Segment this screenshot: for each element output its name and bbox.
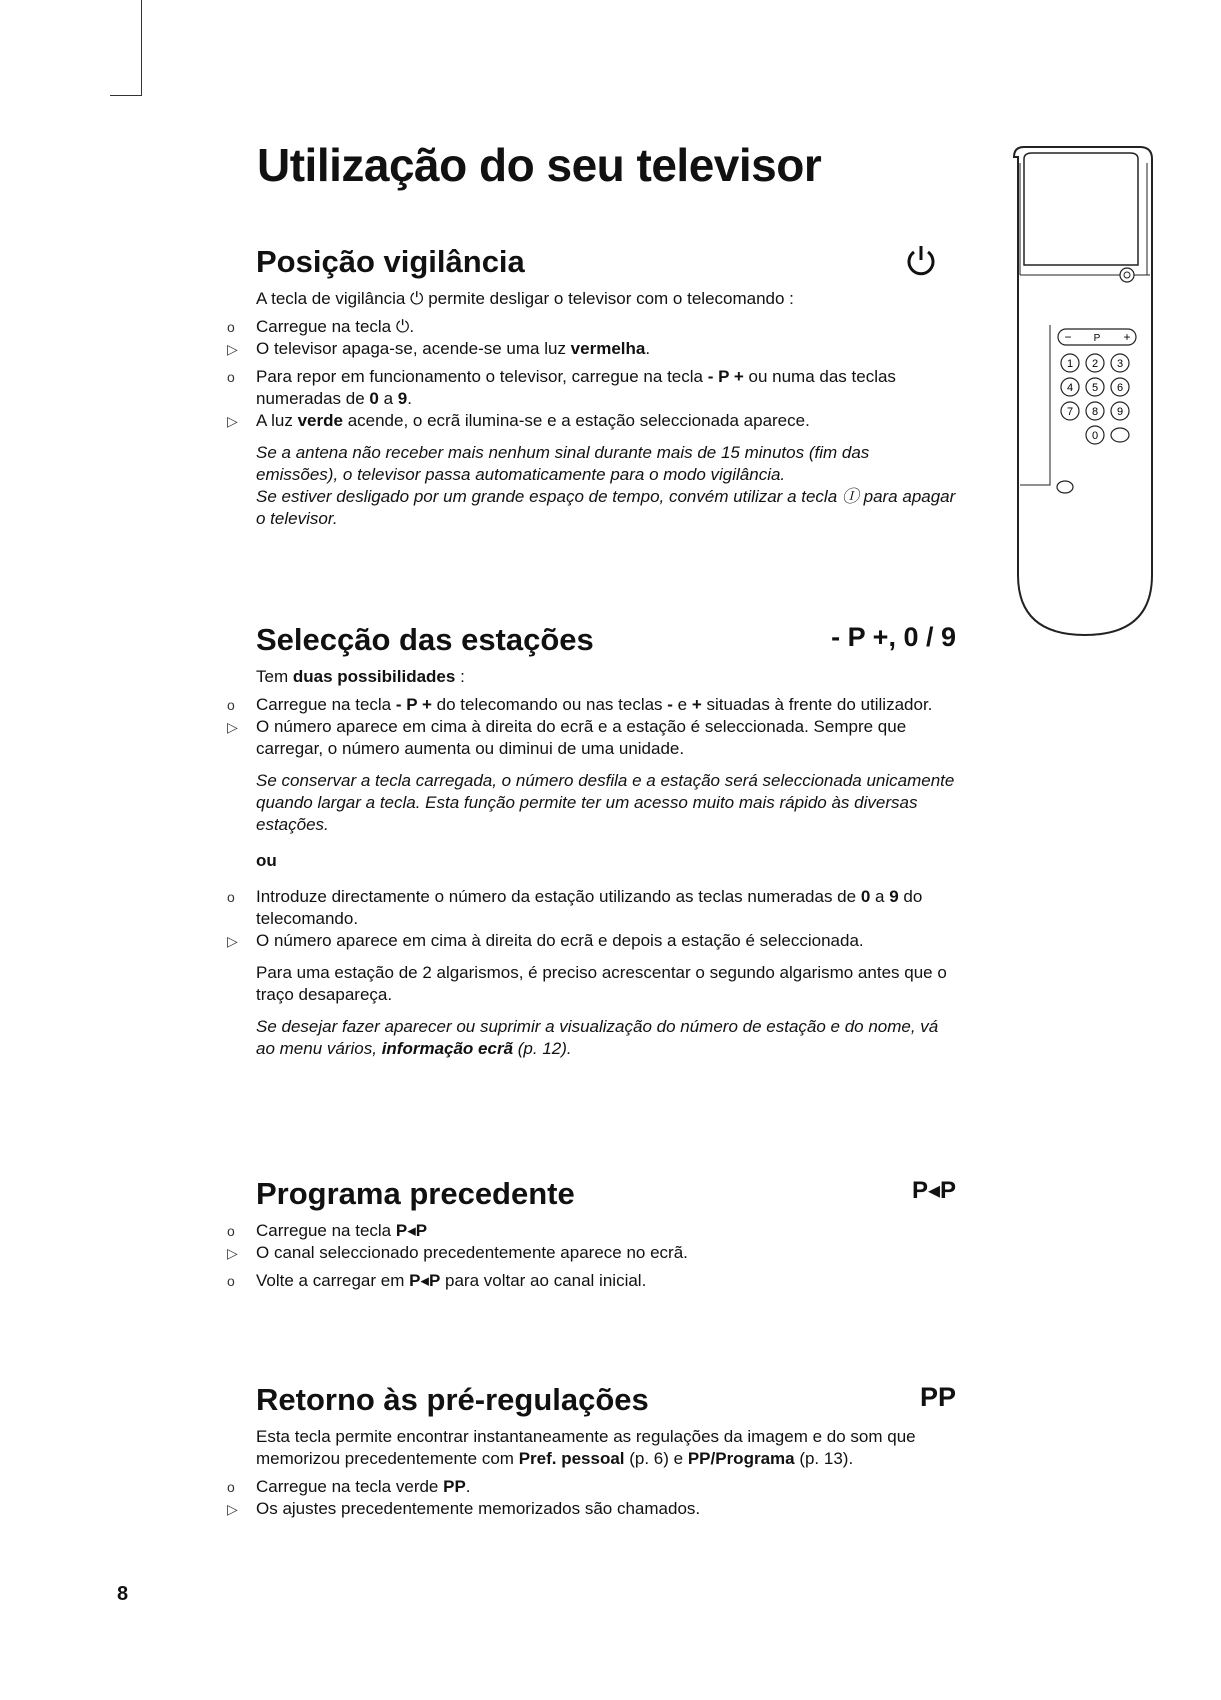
section-key: PP xyxy=(919,1382,956,1412)
or-label: ou xyxy=(256,851,277,870)
remote-digit-key xyxy=(1111,402,1129,420)
section-preset-return xyxy=(227,1382,956,1520)
svg-text:1: 1 xyxy=(1066,358,1074,370)
remote-digit-key xyxy=(1086,402,1104,420)
section-title: Selecção das estações xyxy=(256,622,594,657)
remote-digit-key xyxy=(1086,354,1104,372)
list-item: ▷ O televisor apaga-se, acende-se uma luz vermelha. xyxy=(227,339,651,358)
remote-pp-button xyxy=(1057,481,1073,493)
section-title: Posição vigilância xyxy=(256,244,525,279)
svg-text:2: 2 xyxy=(1091,358,1099,370)
list-item: o Carregue na tecla verde PP. xyxy=(227,1477,471,1496)
power-key-icon xyxy=(904,244,938,287)
section-previous-program xyxy=(227,1176,956,1292)
section-standby xyxy=(227,244,956,530)
remote-digit-key xyxy=(1061,402,1079,420)
section-channel-selection xyxy=(227,622,956,1060)
section-intro: Tem duas possibilidades : xyxy=(256,667,465,686)
remote-digit-key xyxy=(1086,426,1104,444)
list-item: o Introduze directamente o número da estação utilizando as teclas numeradas de 0 a 9 do telecomando. xyxy=(227,887,923,928)
section-key: - P +, 0 / 9 xyxy=(831,622,956,652)
power-icon: ⏻ xyxy=(395,317,410,336)
section-intro: Esta tecla permite encontrar instantaneamente as regulações da imagem e do som que memorizou precedentemente com Pref. pessoal (p. 6) e PP/Programa (p. 13). xyxy=(256,1427,916,1468)
remote-digit-key xyxy=(1111,354,1129,372)
remote-program-rocker xyxy=(1058,329,1136,345)
section-title: Programa precedente xyxy=(256,1176,575,1211)
page-title: Utilização do seu televisor xyxy=(257,139,822,191)
list-item: o Volte a carregar em P◂P para voltar ao canal inicial. xyxy=(227,1271,647,1290)
section-intro: A tecla de vigilância ⏻ permite desligar o televisor com o telecomando : xyxy=(256,289,794,308)
svg-text:8: 8 xyxy=(1091,406,1099,418)
svg-text:4: 4 xyxy=(1066,382,1074,394)
svg-text:6: 6 xyxy=(1116,382,1124,394)
svg-text:7: 7 xyxy=(1066,406,1074,418)
note: Se a antena não receber mais nenhum sinal durante mais de 15 minutos (fim das emissões), o televisor passa automaticamente para o modo vigilância. Se estiver desligado por um grande espaço de tempo, convém utilizar a tecla Ⓘ para apagar o televisor. xyxy=(256,443,956,528)
list-item: ▷ A luz verde acende, o ecrã ilumina-se e a estação seleccionada aparece. xyxy=(227,411,810,430)
svg-text:P: P xyxy=(1093,333,1101,344)
remote-digit-key xyxy=(1086,378,1104,396)
svg-text:0: 0 xyxy=(1091,430,1099,442)
list-item: ▷ O número aparece em cima à direita do ecrã e depois a estação é seleccionada. xyxy=(227,931,864,950)
crop-mark xyxy=(141,0,142,96)
list-item: o Carregue na tecla - P + do telecomando ou nas teclas - e + situadas à frente do utilizador. xyxy=(227,695,933,714)
list-item: o Para repor em funcionamento o televisor, carregue na tecla - P + ou numa das teclas numeradas de 0 a 9. xyxy=(227,367,896,408)
svg-text:+: + xyxy=(1123,330,1131,344)
list-item: ▷ O canal seleccionado precedentemente aparece no ecrã. xyxy=(227,1243,688,1262)
svg-text:−: − xyxy=(1064,330,1072,344)
svg-text:3: 3 xyxy=(1116,358,1124,370)
off-icon: Ⓘ xyxy=(841,487,859,506)
crop-mark xyxy=(110,95,141,96)
svg-text:5: 5 xyxy=(1091,382,1099,394)
power-icon: ⏻ xyxy=(410,289,424,308)
note: Se conservar a tecla carregada, o número desfila e a estação será seleccionada unicamente quando largar a tecla. Esta função permite ter um acesso muito mais rápido às diversas estações. xyxy=(256,771,955,834)
list-item: o Carregue na tecla ⏻. xyxy=(227,317,415,336)
note: Se desejar fazer aparecer ou suprimir a visualização do número de estação e do nome, vá ao menu vários, informação ecrã (p. 12). xyxy=(256,1017,939,1058)
remote-digit-key xyxy=(1061,378,1079,396)
remote-control-illustration xyxy=(1010,145,1160,650)
remote-swap-button xyxy=(1111,428,1129,442)
page-number: 8 xyxy=(117,1583,129,1605)
list-item: o Carregue na tecla P◂P xyxy=(227,1221,428,1240)
remote-digit-key xyxy=(1061,354,1079,372)
paragraph: Para uma estação de 2 algarismos, é preciso acrescentar o segundo algarismo antes que o traço desapareça. xyxy=(256,963,947,1004)
svg-text:9: 9 xyxy=(1116,406,1124,418)
section-title: Retorno às pré-regulações xyxy=(256,1382,649,1417)
list-item: ▷ Os ajustes precedentemente memorizados são chamados. xyxy=(227,1499,701,1518)
remote-digit-key xyxy=(1111,378,1129,396)
section-key: P◂P xyxy=(911,1177,956,1204)
remote-power-button xyxy=(1120,268,1134,282)
list-item: ▷ O número aparece em cima à direita do ecrã e a estação é seleccionada. Sempre que carregar, o número aumenta ou diminui de uma unidade. xyxy=(227,717,907,758)
